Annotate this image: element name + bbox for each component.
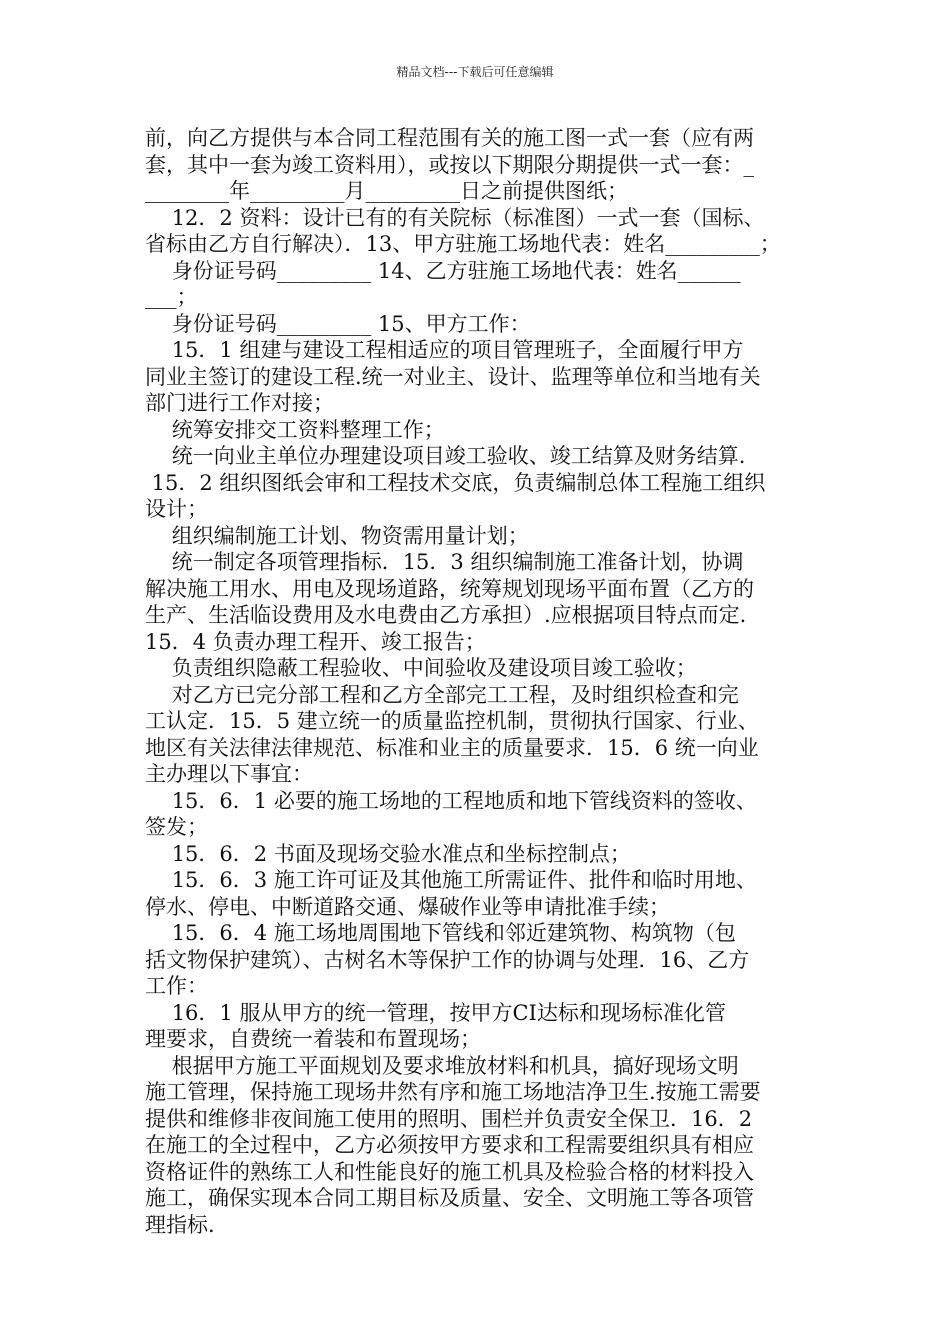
text-line: 理指标. (145, 1212, 215, 1237)
text-line: 15．6．3 施工许可证及其他施工所需证件、批件和临时用地、 (145, 868, 757, 892)
text-line: 根据甲方施工平面规划及要求堆放材料和机具，搞好现场文明 (145, 1053, 739, 1078)
text-line: 地区有关法律法律规范、标准和业主的质量要求．15．6 统一向业 (145, 735, 759, 760)
text-line: 括文物保护建筑）、古树名木等保护工作的协调与处理．16、乙方 (145, 947, 750, 972)
text-line: 签发； (145, 815, 208, 839)
text-line: 解决施工用水、用电及现场道路，统筹规划现场平面布置（乙方的 (145, 576, 754, 601)
text-line: 身份证号码_________ 14、乙方驻施工场地代表：姓名______ (145, 258, 741, 283)
text-line: 身份证号码_________ 15、甲方工作： (145, 311, 531, 336)
text-line: 15．1 组建与建设工程相适应的项目管理班子，全面履行甲方 (145, 338, 744, 362)
text-line: 15．4 负责办理工程开、竣工报告； (145, 629, 486, 654)
text-line: 资格证件的熟练工人和性能良好的施工机具及检验合格的材料投入 (145, 1159, 754, 1184)
text-line: 15．6．1 必要的施工场地的工程地质和地下管线资料的签收、 (145, 788, 757, 813)
text-line: 15．6．2 书面及现场交验水准点和坐标控制点； (145, 841, 631, 866)
text-line: 提供和维修非夜间施工使用的照明、围栏并负责安全保卫．16．2 (145, 1106, 753, 1131)
text-line: 15．2 组织图纸会审和工程技术交底，负责编制总体工程施工组织 (145, 470, 766, 495)
page-header: 精品文档---下载后可任意编辑 (396, 65, 554, 79)
text-line: 部门进行工作对接； (145, 391, 334, 415)
text-line: 统一向业主单位办理建设项目竣工验收、竣工结算及财务结算. (145, 444, 746, 468)
text-line: 生产、生活临设费用及水电费由乙方承担）.应根据项目特点而定. (145, 603, 747, 627)
text-line: 工认定．15．5 建立统一的质量监控机制，贯彻执行国家、行业、 (145, 709, 759, 733)
text-line: 理要求，自费统一着装和布置现场； (145, 1027, 481, 1051)
text-line: ___； (145, 285, 198, 309)
text-line: 组织编制施工计划、物资需用量计划； (145, 523, 529, 548)
text-line: 施工管理，保持施工现场井然有序和施工场地洁净卫生.按施工需要 (145, 1080, 761, 1104)
document-body (145, 125, 815, 1238)
text-line: 对乙方已完分部工程和乙方全部完工工程，及时组织检查和完 (145, 682, 739, 707)
text-line: 负责组织隐蔽工程验收、中间验收及建设项目竣工验收； (145, 656, 697, 680)
text-line: ________年_________月_________日之前提供图纸； (145, 179, 628, 203)
text-line: 施工，确保实现本合同工期目标及质量、安全、文明施工等各项管 (145, 1186, 754, 1210)
text-line: 统一制定各项管理指标．15．3 组织编制施工准备计划，协调 (145, 550, 744, 574)
text-line: 12．2 资料：设计已有的有关院标（标准图）一式一套（国标、 (145, 205, 765, 230)
text-line: 主办理以下事宜： (145, 762, 313, 786)
text-line: 省标由乙方自行解决）．13、甲方驻施工场地代表：姓名_________； (145, 232, 781, 256)
text-line: 工作： (145, 974, 208, 998)
text-line: 16．1 服从甲方的统一管理，按甲方CI达标和现场标准化管 (145, 1000, 726, 1025)
text-line: 统筹安排交工资料整理工作； (145, 417, 445, 442)
text-line: 套，其中一套为竣工资料用），或按以下期限分期提供一式一套：_ (145, 152, 754, 177)
text-line: 设计； (145, 497, 208, 521)
text-line: 在施工的全过程中，乙方必须按甲方要求和工程需要组织具有相应 (145, 1133, 754, 1157)
text-line: 前，向乙方提供与本合同工程范围有关的施工图一式一套（应有两 (145, 126, 754, 150)
text-line: 停水、停电、中断道路交通、爆破作业等申请批准手续； (145, 894, 670, 919)
text-line: 同业主签订的建设工程.统一对业主、设计、监理等单位和当地有关 (145, 364, 761, 389)
text-line: 15．6．4 施工场地周围地下管线和邻近建筑物、构筑物（包 (145, 921, 736, 945)
